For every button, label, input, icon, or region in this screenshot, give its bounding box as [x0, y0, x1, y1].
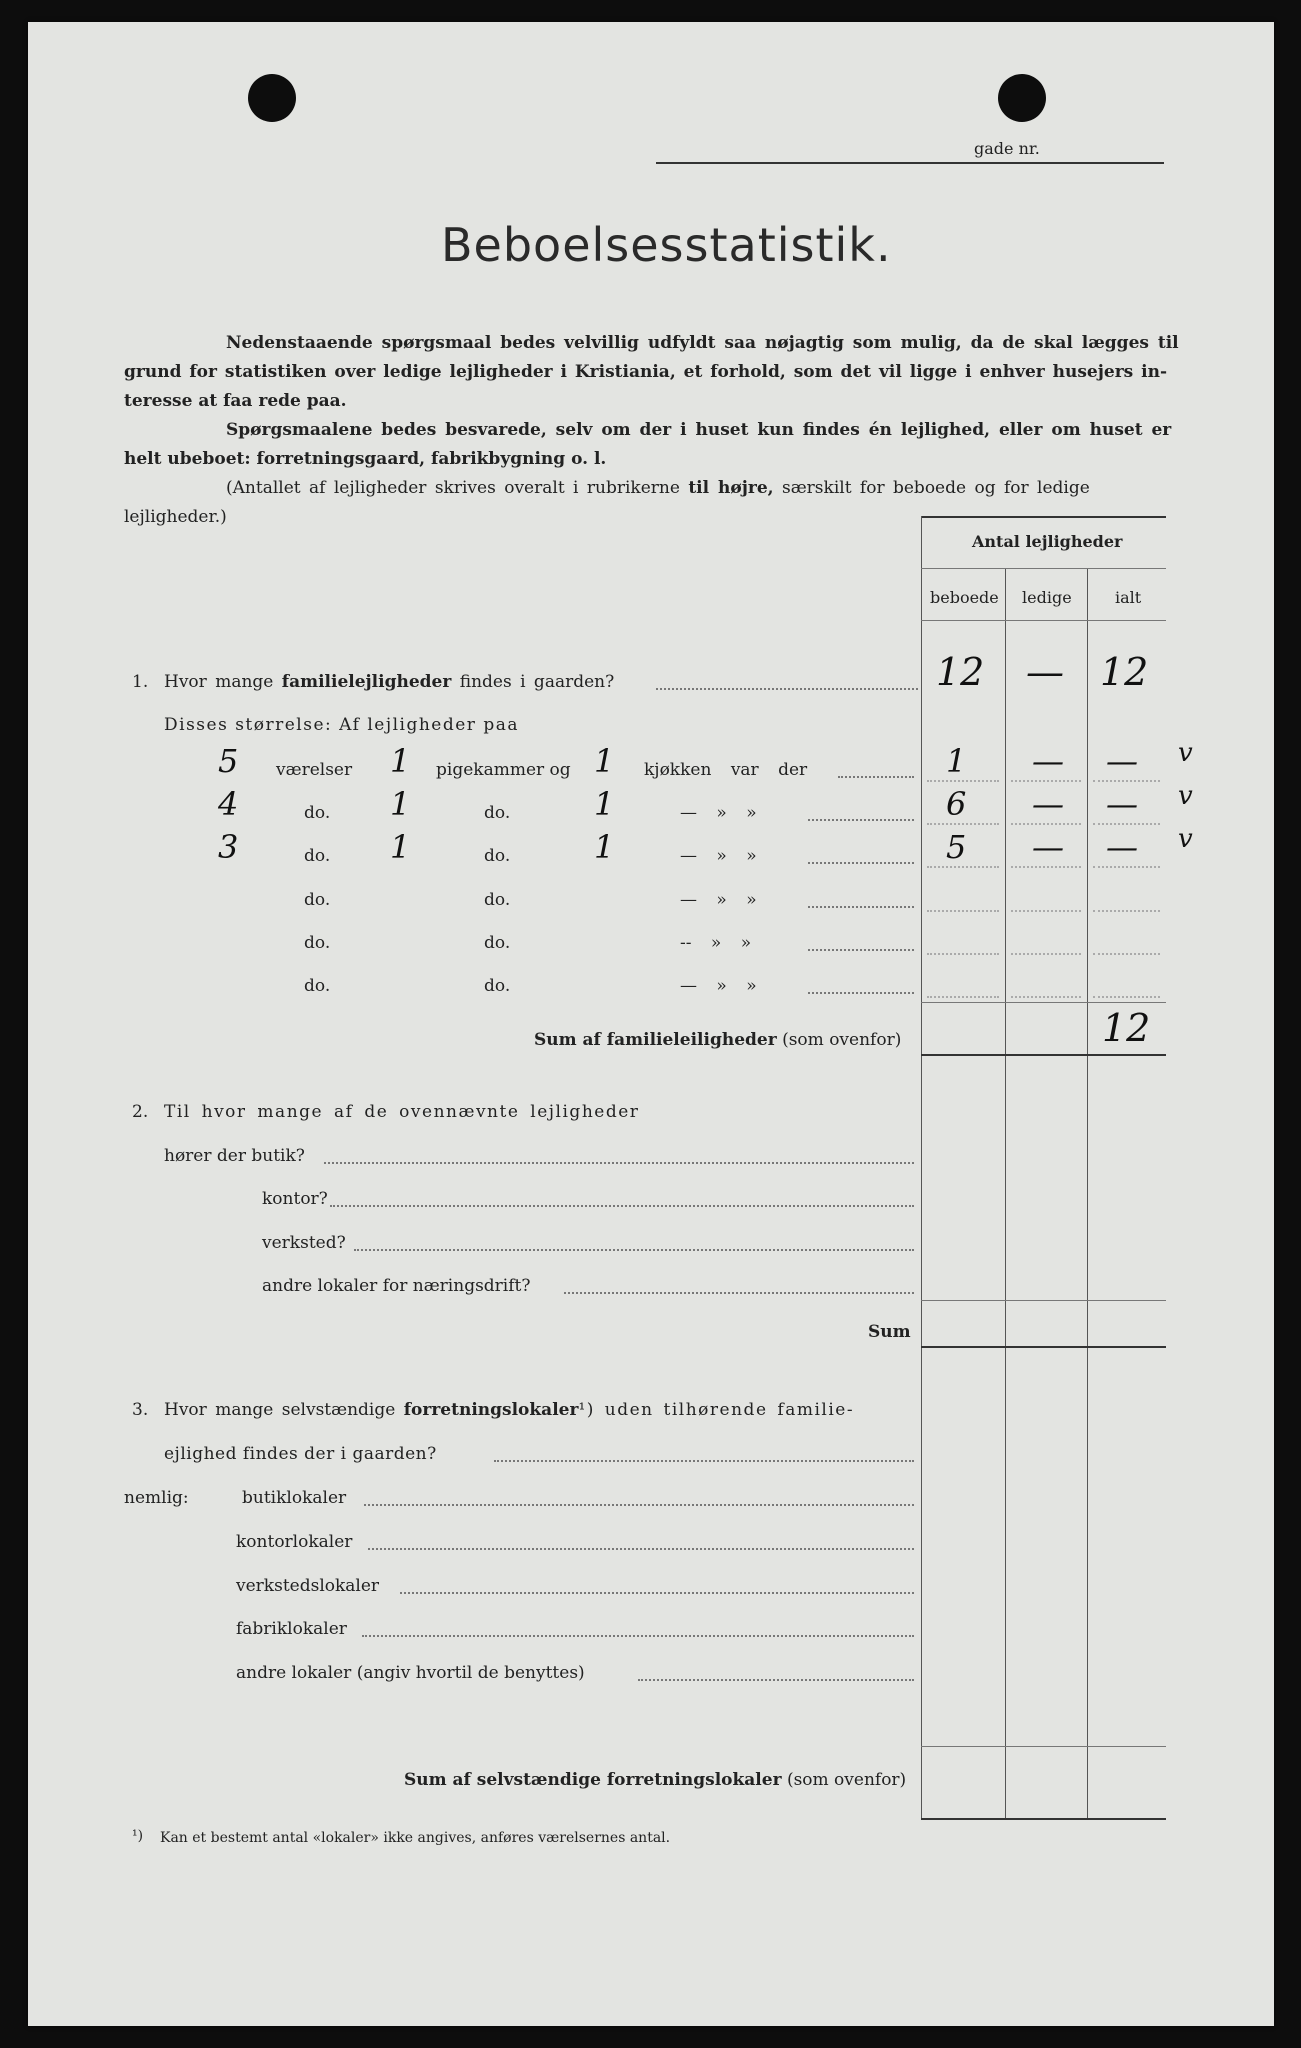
row-beboede: 6 [946, 785, 967, 823]
table-col-line-1 [921, 516, 922, 1820]
row-beboede: 5 [946, 828, 967, 866]
table-col-line-3 [1087, 568, 1088, 1820]
intro-p1-l1: Nedenstaaende spørgsmaal bedes velvillig udfyldt saa nøjagtig som mulig, da de skal lægges til [226, 333, 1179, 353]
row-leader-dots [808, 819, 914, 821]
row-kitchen-label: — » » [680, 803, 757, 823]
row-cell-dots [1011, 996, 1081, 998]
row-maid-value: 1 [390, 785, 411, 823]
q1-sum-ialt: 12 [1102, 1006, 1151, 1050]
row-kitchen-label: kjøkken var der [644, 760, 808, 780]
q2-line5: andre lokaler for næringsdrift? [262, 1276, 531, 1296]
row-ialt: — [1106, 742, 1138, 780]
row-maid-label: do. [484, 803, 511, 823]
q1-size-label: Disses størrelse: Af lejligheder paa [164, 715, 519, 735]
footnote-mark: ¹) [132, 1828, 144, 1844]
row-check-mark: v [1178, 781, 1193, 811]
intro-p3-l1 [226, 474, 1090, 502]
q3-number: 3. [132, 1400, 149, 1420]
q3-sum-b: Sum af selvstændige forretningslokaler [404, 1770, 782, 1790]
q3-item-dots [400, 1592, 914, 1594]
q3-item-dots [364, 1504, 914, 1506]
q2-line1: Til hvor mange af de ovennævnte lejligheder [164, 1102, 640, 1122]
row-cell-dots [927, 953, 999, 955]
row-rooms-label: do. [304, 890, 331, 910]
row-cell-dots [927, 780, 999, 782]
q1-sum-label-c: (som ovenfor) [782, 1030, 902, 1050]
row-rooms-value: 4 [218, 785, 239, 823]
row-cell-dots [927, 996, 999, 998]
table-group-header: Antal lejligheder [972, 532, 1123, 551]
intro-p2-l1: Spørgsmaalene bedes besvarede, selv om der i huset kun findes én lejlighed, eller om huset er [226, 420, 1172, 440]
row-cell-dots [1011, 823, 1081, 825]
q2-sum-bottomline [921, 1346, 1166, 1348]
intro-p1-l2: grund for statistiken over ledige lejligheder i Kristiania, et forhold, som det vil ligge i enhver husejers in- [124, 362, 1168, 382]
q3-sum-c: (som ovenfor) [786, 1770, 907, 1790]
row-cell-dots [1011, 910, 1081, 912]
q1-sum-topline [921, 1002, 1166, 1003]
q2-number: 2. [132, 1102, 149, 1122]
row-cell-dots [1093, 996, 1160, 998]
row-cell-dots [1093, 866, 1160, 868]
q1-answer-beboede: 12 [936, 650, 985, 694]
row-cell-dots [1011, 780, 1081, 782]
row-maid-value: 1 [390, 742, 411, 780]
q2-dots-2 [324, 1162, 914, 1164]
row-cell-dots [927, 910, 999, 912]
row-maid-label: do. [484, 933, 511, 953]
q3-item-label: butiklokaler [242, 1488, 347, 1508]
row-check-mark: v [1178, 824, 1193, 854]
row-kitchen-label: — » » [680, 846, 757, 866]
row-leader-dots [838, 776, 914, 778]
row-ledige: — [1032, 742, 1064, 780]
intro-p3-a: (Antallet af lejligheder skrives overalt i rubrikerne [226, 478, 680, 498]
q3-l1c: ¹) uden tilhørende familie- [578, 1400, 855, 1420]
row-kitchen-value: 1 [594, 828, 615, 866]
row-rooms-label: do. [304, 846, 331, 866]
row-maid-label: pigekammer og [436, 760, 571, 780]
row-maid-label: do. [484, 846, 511, 866]
q2-line2: hører der butik? [164, 1146, 305, 1166]
q3-l1a: Hvor mange selvstændige [164, 1400, 396, 1420]
q1-sum-label [534, 1026, 901, 1054]
row-cell-dots [1011, 866, 1081, 868]
q1-text-c: findes i gaarden? [459, 672, 615, 692]
table-col-beboede: beboede [930, 588, 999, 607]
row-leader-dots [808, 862, 914, 864]
row-cell-dots [927, 866, 999, 868]
footnote-text: Kan et bestemt antal «lokaler» ikke angives, anføres værelsernes antal. [160, 1830, 671, 1846]
q1-text-a: Hvor mange [164, 672, 274, 692]
q1-text-b: familielejligheder [281, 672, 452, 692]
q3-dots-2 [494, 1460, 914, 1462]
row-maid-label: do. [484, 890, 511, 910]
row-rooms-value: 5 [218, 742, 239, 780]
row-ledige: — [1032, 785, 1064, 823]
table-col-ledige: ledige [1022, 588, 1072, 607]
q3-sum-bottomline [921, 1818, 1166, 1820]
row-cell-dots [927, 823, 999, 825]
row-cell-dots [1011, 953, 1081, 955]
q1-sum-bottomline [921, 1054, 1166, 1056]
row-kitchen-label: — » » [680, 976, 757, 996]
row-rooms-label: do. [304, 803, 331, 823]
q1-answer-ialt: 12 [1100, 650, 1149, 694]
q2-dots-5 [564, 1292, 914, 1294]
row-leader-dots [808, 949, 914, 951]
intro-p3-c: særskilt for beboede og for ledige [781, 478, 1090, 498]
gade-label: gade nr. [974, 139, 1040, 158]
row-ialt: — [1106, 785, 1138, 823]
punch-hole-left [248, 74, 296, 122]
row-beboede: 1 [946, 742, 967, 780]
q3-line2: ejlighed findes der i gaarden? [164, 1444, 437, 1464]
q3-item-label: fabriklokaler [236, 1619, 347, 1639]
row-kitchen-value: 1 [594, 742, 615, 780]
row-kitchen-label: — » » [680, 890, 757, 910]
row-maid-label: do. [484, 976, 511, 996]
q1-number: 1. [132, 672, 149, 692]
q3-item-dots [362, 1635, 914, 1637]
table-top-line [921, 516, 1166, 518]
table-col-line-2 [1005, 568, 1006, 1820]
q2-sum-topline [921, 1300, 1166, 1301]
q1-leader-dots [656, 688, 918, 690]
form-page [28, 22, 1274, 2026]
q3-nemlig: nemlig: [124, 1488, 189, 1508]
q3-l1b: forretningslokaler [403, 1400, 579, 1420]
intro-p2-l2: helt ubeboet: forretningsgaard, fabrikbygning o. l. [124, 449, 607, 469]
row-cell-dots [1093, 910, 1160, 912]
q3-item-label: andre lokaler (angiv hvortil de benyttes) [236, 1663, 585, 1683]
row-rooms-label: do. [304, 933, 331, 953]
row-cell-dots [1093, 823, 1160, 825]
row-kitchen-value: 1 [594, 785, 615, 823]
q2-dots-3 [330, 1205, 914, 1207]
q1-answer-ledige: — [1026, 650, 1064, 694]
gade-line [656, 162, 1164, 164]
table-colhead-divider [921, 620, 1166, 621]
page-title: Beboelsesstatistik. [441, 218, 892, 272]
intro-p3-l2: lejligheder.) [124, 507, 227, 527]
row-leader-dots [808, 906, 914, 908]
q3-sum-topline [921, 1746, 1166, 1747]
q2-line4: verksted? [262, 1233, 346, 1253]
q2-line3: kontor? [262, 1189, 328, 1209]
q3-item-label: verkstedslokaler [236, 1576, 380, 1596]
row-rooms-value: 3 [218, 828, 239, 866]
row-rooms-label: do. [304, 976, 331, 996]
table-header-divider [921, 568, 1166, 569]
row-ialt: — [1106, 828, 1138, 866]
q1-sum-label-b: Sum af familieleiligheder [534, 1030, 777, 1050]
q2-dots-4 [354, 1249, 914, 1251]
row-cell-dots [1093, 780, 1160, 782]
row-cell-dots [1093, 953, 1160, 955]
q3-sum-label [404, 1766, 906, 1794]
q2-sum-label: Sum [868, 1322, 911, 1342]
q3-item-dots [368, 1548, 914, 1550]
q3-line1 [164, 1396, 854, 1424]
row-maid-value: 1 [390, 828, 411, 866]
q1-question [164, 668, 614, 696]
q3-item-label: kontorlokaler [236, 1532, 353, 1552]
row-check-mark: v [1178, 738, 1193, 768]
row-ledige: — [1032, 828, 1064, 866]
row-rooms-label: værelser [276, 760, 353, 780]
q3-item-dots [638, 1679, 914, 1681]
intro-p1-l3: teresse at faa rede paa. [124, 391, 347, 411]
intro-p3-b: til højre, [688, 478, 774, 498]
row-kitchen-label: -- » » [680, 933, 752, 953]
punch-hole-right [998, 74, 1046, 122]
row-leader-dots [808, 992, 914, 994]
table-col-ialt: ialt [1115, 588, 1142, 607]
